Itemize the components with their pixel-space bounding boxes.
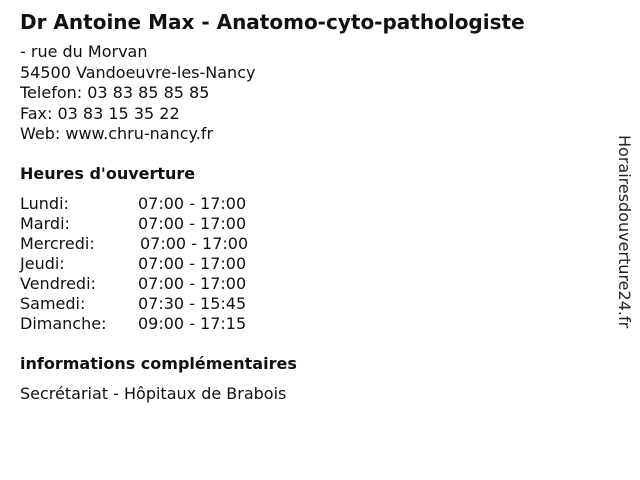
time-range: 07:00 - 17:00 [138,194,247,213]
day-label: Lundi: [20,194,69,213]
fax-number: Fax: 03 83 15 35 22 [20,103,180,123]
opening-hours-heading: Heures d'ouverture [20,164,196,183]
city-postal: 54500 Vandoeuvre-les-Nancy [20,62,256,82]
day-label: Dimanche: [20,314,107,333]
additional-info-heading: informations complémentaires [20,354,297,373]
day-label: Jeudi: [20,254,65,273]
time-range: 07:00 - 17:00 [138,214,247,233]
day-label: Vendredi: [20,274,96,293]
time-range: 07:00 - 17:00 [140,234,249,253]
website: Web: www.chru-nancy.fr [20,124,214,143]
street-address: - rue du Morvan [20,42,148,61]
page-title: Dr Antoine Max - Anatomo-cyto-pathologiste [20,10,525,34]
time-range: 07:00 - 17:00 [138,254,247,273]
day-label: Mardi: [20,214,70,233]
time-range: 09:00 - 17:15 [138,314,247,333]
additional-info-text: Secrétariat - Hôpitaux de Brabois [20,384,287,403]
day-label: Mercredi: [20,234,95,253]
site-watermark: Horairesdouverture24.fr [615,135,634,329]
time-range: 07:00 - 17:00 [138,274,247,293]
contact-block [20,42,255,145]
day-label: Samedi: [20,294,86,313]
phone-number: Telefon: 03 83 85 85 85 [20,83,210,102]
time-range: 07:30 - 15:45 [138,294,247,313]
